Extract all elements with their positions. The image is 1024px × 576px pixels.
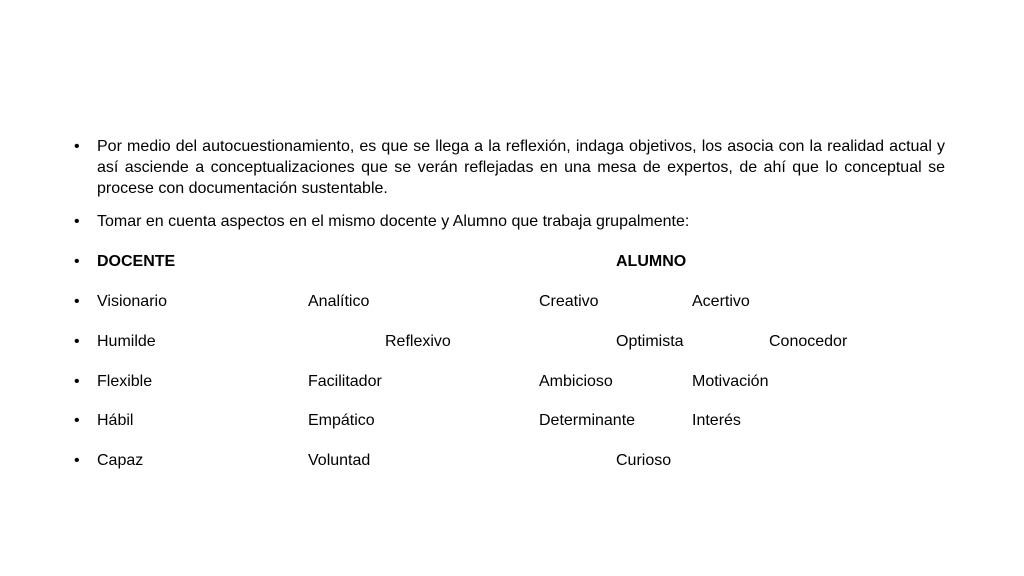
bullet-marker: • xyxy=(74,293,80,310)
trait-item: Creativo xyxy=(539,293,599,310)
bullet-marker: • xyxy=(74,253,80,270)
trait-item: Motivación xyxy=(692,373,769,390)
trait-item: Voluntad xyxy=(308,452,371,469)
bullet-marker: • xyxy=(74,412,80,429)
trait-item: Humilde xyxy=(97,333,156,350)
trait-item: Visionario xyxy=(97,293,167,310)
trait-item: Empático xyxy=(308,412,375,429)
trait-item: Ambicioso xyxy=(539,373,613,390)
bullet-marker: • xyxy=(74,138,80,155)
trait-item: Optimista xyxy=(616,333,684,350)
trait-item: Interés xyxy=(692,412,741,429)
trait-item: Flexible xyxy=(97,373,153,390)
header-alumno: ALUMNO xyxy=(616,253,687,270)
header-docente: DOCENTE xyxy=(97,253,176,270)
trait-item: Curioso xyxy=(616,452,672,469)
bullet-marker: • xyxy=(74,213,80,230)
paragraph-text: Por medio del autocuestionamiento, es que se llega a la reflexión, indaga objetivos, los asocia con la realidad actual y así asciende a conceptualizaciones que se verán reflejadas en una mesa de expertos, de ahí que lo conceptual se procese con documentación sustentable. xyxy=(97,138,945,197)
bullet-marker: • xyxy=(74,373,80,390)
trait-item: Reflexivo xyxy=(385,333,451,350)
trait-item: Determinante xyxy=(539,412,636,429)
bullet-marker: • xyxy=(74,452,80,469)
trait-item: Conocedor xyxy=(769,333,848,350)
trait-item: Capaz xyxy=(97,452,144,469)
bullet-marker: • xyxy=(74,333,80,350)
trait-item: Facilitador xyxy=(308,373,382,390)
trait-item: Acertivo xyxy=(692,293,750,310)
intro-line: Tomar en cuenta aspectos en el mismo docente y Alumno que trabaja grupalmente: xyxy=(97,213,690,230)
trait-item: Hábil xyxy=(97,412,134,429)
trait-item: Analítico xyxy=(308,293,370,310)
